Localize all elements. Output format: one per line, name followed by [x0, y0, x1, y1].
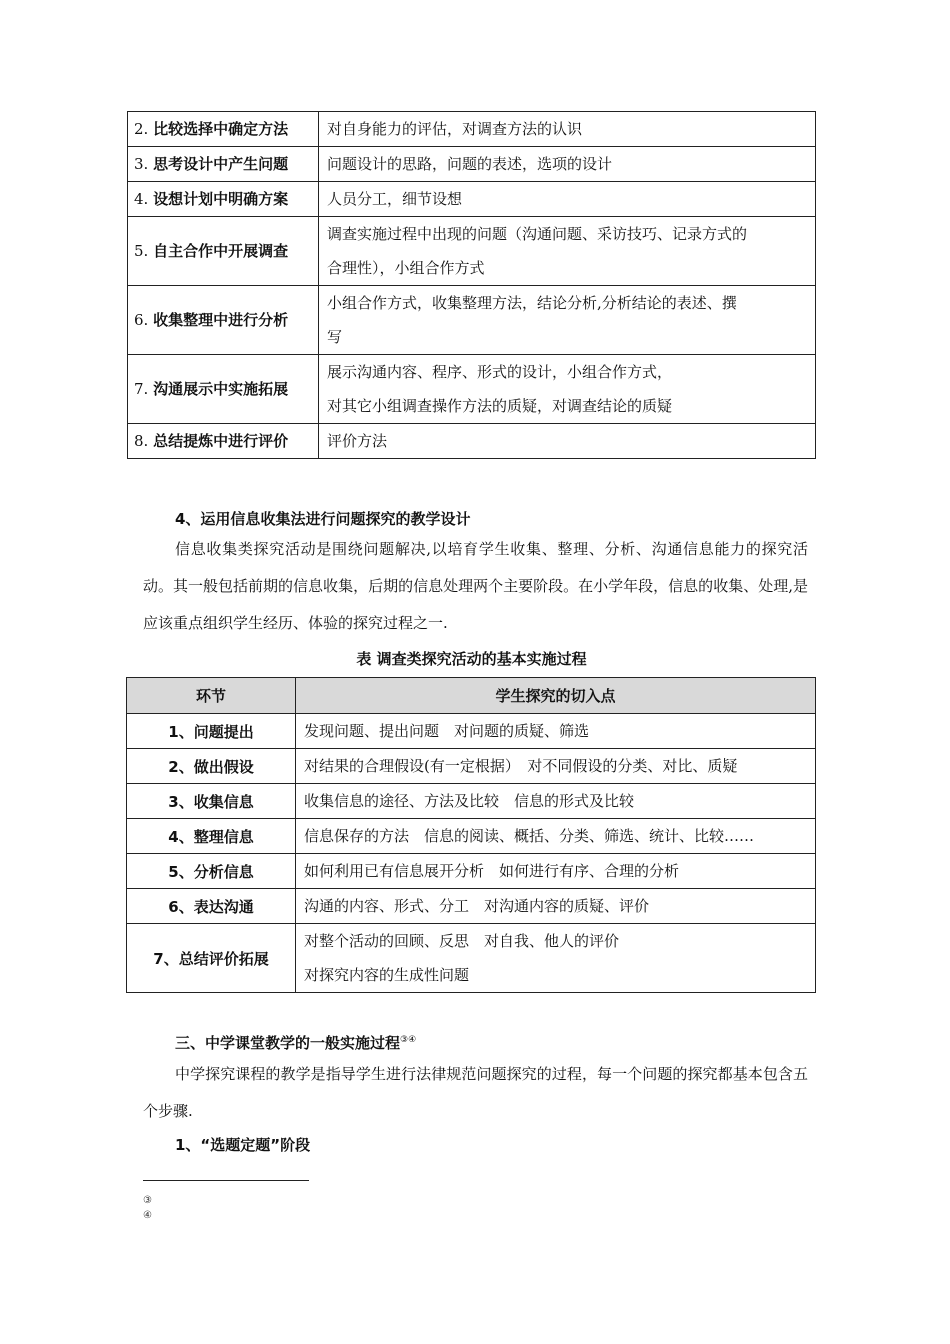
- stages-table-row: [127, 819, 816, 854]
- entry-point-line: 收集信息的途径、方法及比较 信息的形式及比较: [304, 792, 635, 810]
- stages-table-row: [127, 889, 816, 924]
- step-cell: [128, 182, 319, 217]
- stages-table-row: [127, 924, 816, 993]
- step-focus-line: 调查实施过程中出现的问题（沟通问题、采访技巧、记录方式的: [327, 225, 748, 243]
- step-name: 收集整理中进行分析: [153, 311, 289, 329]
- step-cell: [128, 424, 319, 459]
- stage-cell: 3、收集信息: [127, 784, 296, 819]
- steps-table-row: [128, 355, 816, 424]
- steps-table-row: [128, 182, 816, 217]
- stage-cell: 4、整理信息: [127, 819, 296, 854]
- step-number: 7.: [134, 380, 149, 398]
- step-focus-cell: [319, 286, 816, 355]
- footnote-marks: ③④: [400, 1035, 417, 1045]
- footnote-divider: [143, 1180, 309, 1181]
- header-entry-point: 学生探究的切入点: [296, 678, 816, 714]
- entry-point-cell: [296, 854, 816, 889]
- entry-point-line: 如何利用已有信息展开分析 如何进行有序、合理的分析: [304, 862, 680, 880]
- step-cell: [128, 217, 319, 286]
- entry-point-cell: [296, 819, 816, 854]
- header-stage: 环节: [127, 678, 296, 714]
- footnote-3: ③: [143, 1195, 152, 1206]
- steps-table-row: [128, 286, 816, 355]
- step-focus-cell: [319, 147, 816, 182]
- stage-cell: 1、问题提出: [127, 714, 296, 749]
- step-number: 3.: [134, 155, 149, 173]
- stages-table-row: [127, 854, 816, 889]
- step-focus-cell: [319, 112, 816, 147]
- step-name: 沟通展示中实施拓展: [153, 380, 289, 398]
- step-name: 设想计划中明确方案: [153, 190, 289, 208]
- step-name: 思考设计中产生问题: [153, 155, 289, 173]
- entry-point-cell: [296, 714, 816, 749]
- step-name: 自主合作中开展调查: [153, 242, 289, 260]
- stage-cell: 6、表达沟通: [127, 889, 296, 924]
- step-focus-line: 问题设计的思路，问题的表述，选项的设计: [327, 155, 613, 173]
- steps-table-row: [128, 424, 816, 459]
- step-focus-line: 对自身能力的评估，对调查方法的认识: [327, 120, 583, 138]
- step-focus-line: 展示沟通内容、程序、形式的设计，小组合作方式，: [327, 363, 673, 381]
- section-3-subheading: 1、“选题定题”阶段: [175, 1136, 311, 1154]
- stages-table: [126, 677, 816, 993]
- step-number: 5.: [134, 242, 149, 260]
- stage-cell: 5、分析信息: [127, 854, 296, 889]
- step-name: 总结提炼中进行评价: [153, 432, 289, 450]
- step-cell: [128, 112, 319, 147]
- steps-table-row: [128, 147, 816, 182]
- entry-point-line: 对整个活动的回顾、反思 对自我、他人的评价: [304, 932, 620, 950]
- step-focus-line: 合理性），小组合作方式: [327, 259, 485, 277]
- footnote-4: ④: [143, 1210, 152, 1221]
- entry-point-line: 信息保存的方法 信息的阅读、概括、分类、筛选、统计、比较……: [304, 827, 755, 845]
- stage-cell: 2、做出假设: [127, 749, 296, 784]
- entry-point-line: 对结果的合理假设(有一定根据） 对不同假设的分类、对比、质疑: [304, 757, 738, 775]
- stages-table-row: [127, 749, 816, 784]
- stages-table-row: [127, 784, 816, 819]
- stages-table-header-row: [127, 678, 816, 714]
- step-focus-cell: [319, 182, 816, 217]
- section-4-paragraph: 信息收集类探究活动是围绕问题解决,以培育学生收集、整理、分析、沟通信息能力的探究活动。其一般包括前期的信息收集，后期的信息处理两个主要阶段。在小学年段，信息的收集、处理,是应该重点组织学生经历、体验的探究过程之一.: [143, 540, 808, 632]
- step-number: 8.: [134, 432, 149, 450]
- step-focus-line: 写: [327, 328, 343, 346]
- section-3-heading: 三、中学课堂教学的一般实施过程: [175, 1034, 401, 1052]
- step-focus-cell: [319, 424, 816, 459]
- entry-point-cell: [296, 784, 816, 819]
- step-focus-cell: [319, 217, 816, 286]
- step-focus-line: 评价方法: [327, 432, 388, 450]
- entry-point-line: 沟通的内容、形式、分工 对沟通内容的质疑、评价: [304, 897, 650, 915]
- entry-point-cell: [296, 889, 816, 924]
- stages-table-row: [127, 714, 816, 749]
- step-cell: [128, 286, 319, 355]
- entry-point-line: 发现问题、提出问题 对问题的质疑、筛选: [304, 722, 590, 740]
- entry-point-cell: [296, 924, 816, 993]
- section-4-heading: 4、运用信息收集法进行问题探究的教学设计: [175, 510, 471, 528]
- section-3-heading-wrap: [175, 1030, 416, 1053]
- step-number: 4.: [134, 190, 149, 208]
- steps-table-row: [128, 217, 816, 286]
- step-name: 比较选择中确定方法: [153, 120, 289, 138]
- steps-table-row: [128, 112, 816, 147]
- step-cell: [128, 147, 319, 182]
- step-number: 6.: [134, 311, 149, 329]
- step-focus-line: 对其它小组调查操作方法的质疑，对调查结论的质疑: [327, 397, 673, 415]
- entry-point-line: 对探究内容的生成性问题: [304, 966, 470, 984]
- steps-table-body: [128, 112, 816, 459]
- steps-table: [127, 111, 816, 459]
- section-3-paragraph: 中学探究课程的教学是指导学生进行法律规范问题探究的过程，每一个问题的探究都基本包含五个步骤.: [143, 1065, 808, 1120]
- step-focus-line: 人员分工，细节设想: [327, 190, 463, 208]
- step-focus-cell: [319, 355, 816, 424]
- stages-table-body: [127, 714, 816, 993]
- step-focus-line: 小组合作方式，收集整理方法，结论分析,分析结论的表述、撰: [327, 294, 737, 312]
- step-cell: [128, 355, 319, 424]
- table-2-caption: 表 调查类探究活动的基本实施过程: [356, 650, 587, 668]
- stage-cell: 7、总结评价拓展: [127, 924, 296, 993]
- entry-point-cell: [296, 749, 816, 784]
- step-number: 2.: [134, 120, 149, 138]
